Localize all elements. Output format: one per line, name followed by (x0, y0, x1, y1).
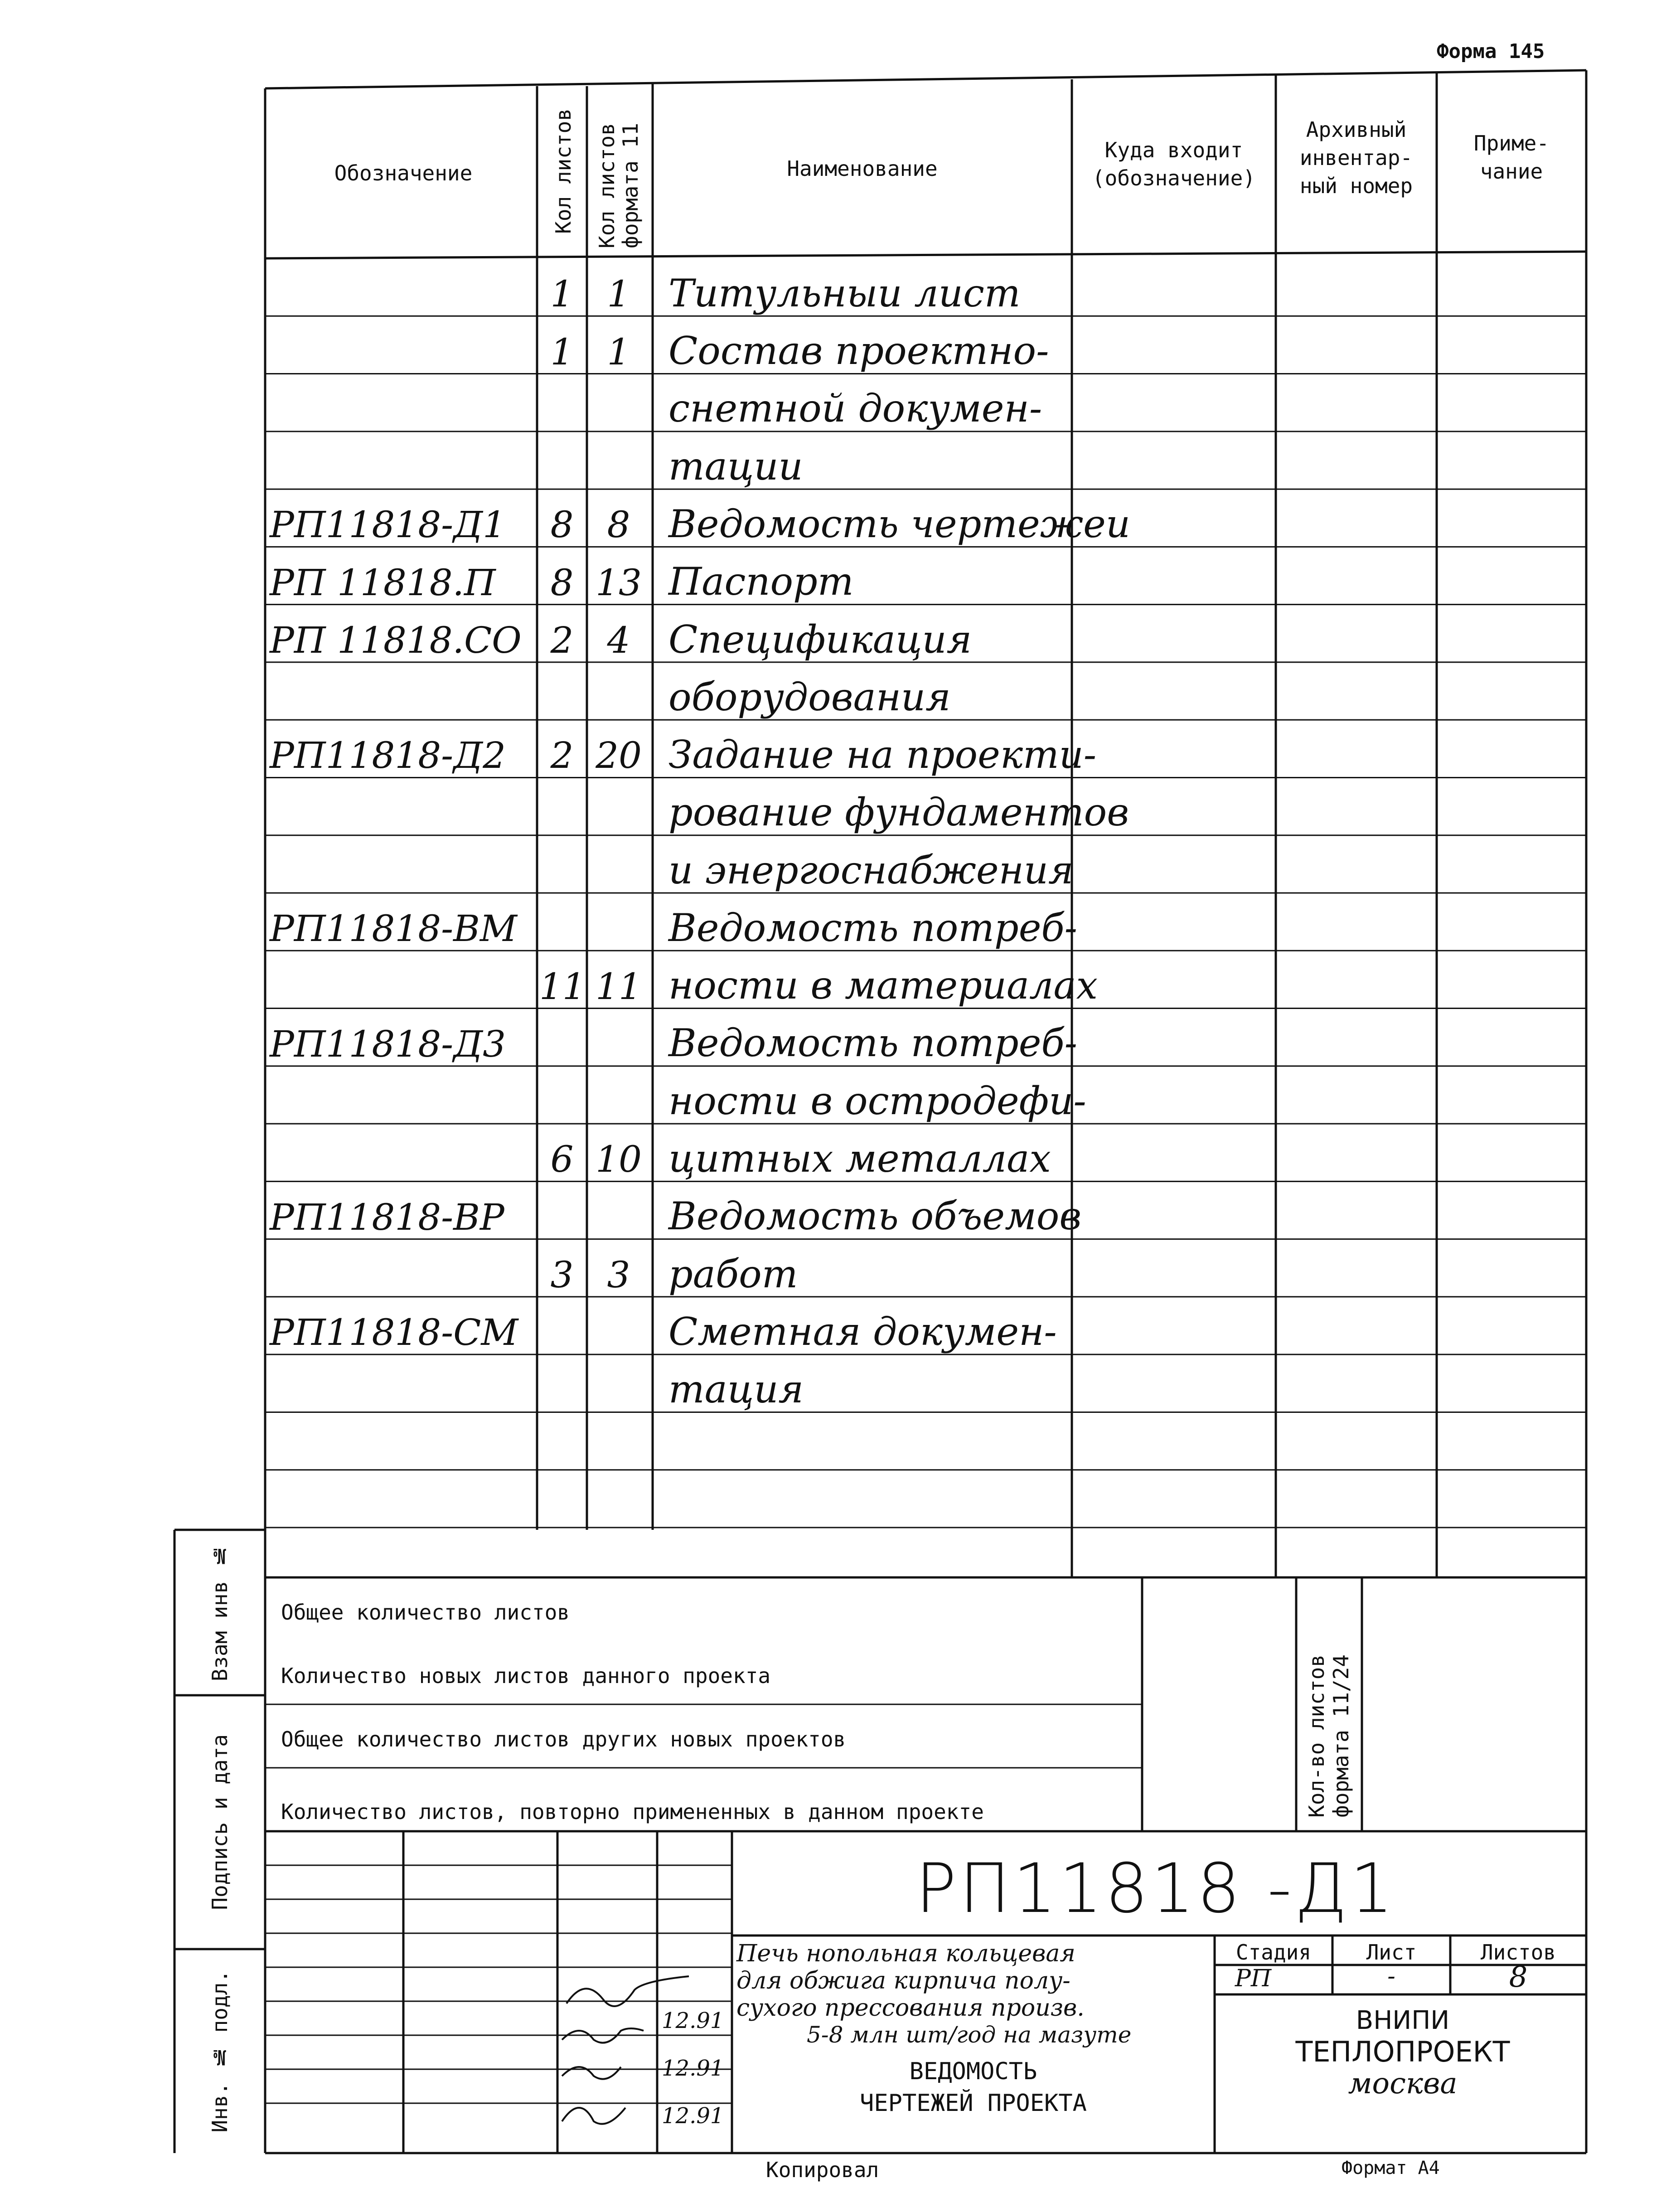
row-name: Паспорт (668, 559, 854, 604)
row-sheets: 2 (550, 734, 574, 777)
row-name: оборудования (668, 674, 951, 719)
object-line-1: Печь нопольная кольцевая (736, 1940, 1075, 1967)
row-name: Ведомость объемов (668, 1194, 1082, 1239)
table-row (265, 547, 1586, 604)
footer-kopiroval: Копировал (766, 2158, 879, 2182)
row-name: ности в материалах (668, 963, 1098, 1008)
table-row (265, 489, 1586, 547)
row-sheets: 1 (550, 273, 574, 315)
object-line-4: 5-8 млн шт/год на мазуте (807, 2022, 1132, 2048)
table-row (265, 1124, 1586, 1181)
sheets-label: Листов (1480, 1940, 1556, 1965)
row-sheets: 8 (550, 504, 574, 546)
row-sheets: 1 (550, 330, 574, 373)
row-name: Ведомость потреб- (668, 1021, 1078, 1066)
summary-line-4: Количество листов, повторно примененных в данном проекте (281, 1800, 984, 1824)
date-3: 12.91 (662, 2103, 724, 2129)
row-code: РП11818-Д3 (270, 1023, 506, 1065)
table-row (265, 374, 1586, 432)
object-line-2: для обжига кирпича полу- (736, 1967, 1070, 1994)
header-primechanie: Приме- чание (1473, 131, 1550, 184)
row-code: РП 11818.П (270, 561, 496, 604)
table-row (265, 1181, 1586, 1239)
table-row (265, 1297, 1586, 1354)
form-label: Форма 145 (1437, 40, 1545, 63)
row-name: Спецификация (668, 617, 972, 662)
object-line-3: сухого прессования произв. (736, 1994, 1085, 2022)
summary-vertical-cell (1296, 1580, 1362, 1829)
row-code: РП11818-Д2 (270, 734, 506, 777)
row-name: Задание на проекти- (668, 732, 1097, 777)
row-code: РП11818-ВР (270, 1196, 504, 1238)
row-sheets: 6 (550, 1138, 574, 1181)
header-kuda-vhodit: Куда входит (обозначение) (1092, 138, 1256, 190)
side-podpis-cell (174, 1698, 265, 1947)
doc-code: РП11818 -Д1 (915, 1849, 1396, 1928)
sheet-value: - (1387, 1963, 1395, 1990)
row-sheets-format: 11 (596, 965, 642, 1008)
row-name: Ведомость потреб- (668, 905, 1078, 950)
table-row (265, 258, 1586, 316)
side-inv-cell (174, 1951, 265, 2151)
date-1: 12.91 (662, 2008, 724, 2033)
header-kol-format: Кол листов формата 11 (594, 122, 643, 248)
header-arhivny: Архивный инвентар- ный номер (1299, 117, 1413, 198)
row-sheets-format: 1 (607, 330, 630, 373)
table-row (265, 432, 1586, 489)
table-row (265, 1066, 1586, 1124)
row-name: Состав проектно- (668, 329, 1049, 374)
footer-format: Формат А4 (1342, 2158, 1440, 2178)
row-name: Сметная докумен- (668, 1309, 1057, 1354)
sheet-list (265, 258, 1586, 1528)
summary-vertical-label: Кол-во листов формата 11/24 (1304, 1654, 1353, 1818)
table-row (265, 893, 1586, 951)
side-inv-podl: Инв. № подл. (208, 1969, 232, 2133)
sheets-value: 8 (1509, 1960, 1528, 1994)
table-row (265, 720, 1586, 777)
row-code: РП11818-Д1 (270, 504, 506, 546)
row-name: тация (668, 1367, 804, 1412)
row-sheets-format: 3 (607, 1253, 630, 1296)
org-line-2: ТЕПЛОПРОЕКТ (1295, 2035, 1510, 2068)
row-sheets: 3 (550, 1253, 574, 1296)
row-sheets: 2 (550, 619, 574, 661)
row-name: работ (668, 1252, 798, 1296)
sheet-label: Лист (1366, 1940, 1417, 1965)
row-sheets-format: 4 (607, 619, 630, 661)
side-vzam-cell (174, 1532, 265, 1693)
table-row (265, 777, 1586, 835)
row-sheets-format: 10 (596, 1138, 642, 1181)
row-name: Ведомость чертежеи (668, 501, 1130, 546)
row-sheets: 11 (539, 965, 586, 1008)
table-row (265, 835, 1586, 893)
header-oboznachenie: Обозначение (334, 161, 473, 185)
summary-line-3: Общее количество листов других новых проектов (281, 1727, 846, 1751)
header-kol-format-cell (589, 86, 650, 256)
row-code: РП 11818.СО (270, 619, 522, 661)
table-row (265, 1009, 1586, 1066)
org-line-1: ВНИПИ (1356, 2006, 1450, 2035)
row-name: тации (668, 444, 803, 489)
row-sheets-format: 8 (607, 504, 630, 546)
header-naimenovanie: Наименование (787, 156, 938, 181)
side-vzam: Взам инв № (208, 1543, 232, 1682)
row-name: и энергоснабжения (668, 848, 1074, 893)
row-name: ности в остродефи- (668, 1078, 1086, 1123)
row-sheets-format: 13 (596, 561, 642, 604)
table-row (265, 1412, 1586, 1470)
row-sheets-format: 20 (596, 734, 642, 777)
date-2: 12.91 (662, 2056, 724, 2081)
table-row (265, 605, 1586, 662)
doc-title-2: ЧЕРТЕЖЕЙ ПРОЕКТА (860, 2090, 1087, 2117)
row-sheets: 8 (550, 561, 574, 604)
row-name: рование фундаментов (668, 790, 1129, 835)
table-row (265, 951, 1586, 1008)
stage-label: Стадия (1235, 1940, 1312, 1965)
stage-value: РП (1235, 1965, 1272, 1992)
table-row (265, 1470, 1586, 1528)
header-kol-listov-cell (542, 86, 585, 256)
table-row (265, 1239, 1586, 1297)
table-row (265, 316, 1586, 374)
row-sheets-format: 1 (607, 273, 630, 315)
row-code: РП11818-ВМ (270, 907, 517, 950)
org-line-3: москва (1348, 2067, 1458, 2100)
row-code: РП11818-СМ (270, 1311, 518, 1354)
row-name: Титульныи лист (668, 271, 1021, 315)
table-row (265, 662, 1586, 720)
summary-line-1: Общее количество листов (281, 1600, 570, 1625)
summary-line-2: Количество новых листов данного проекта (281, 1664, 771, 1688)
row-name: снетной докумен- (668, 386, 1042, 431)
side-podpis: Подпись и дата (208, 1734, 232, 1910)
table-row (265, 1354, 1586, 1412)
row-name: цитных металлах (668, 1136, 1051, 1181)
doc-title-1: ВЕДОМОСТЬ (909, 2058, 1037, 2085)
header-kol-listov: Кол листов (551, 108, 576, 234)
